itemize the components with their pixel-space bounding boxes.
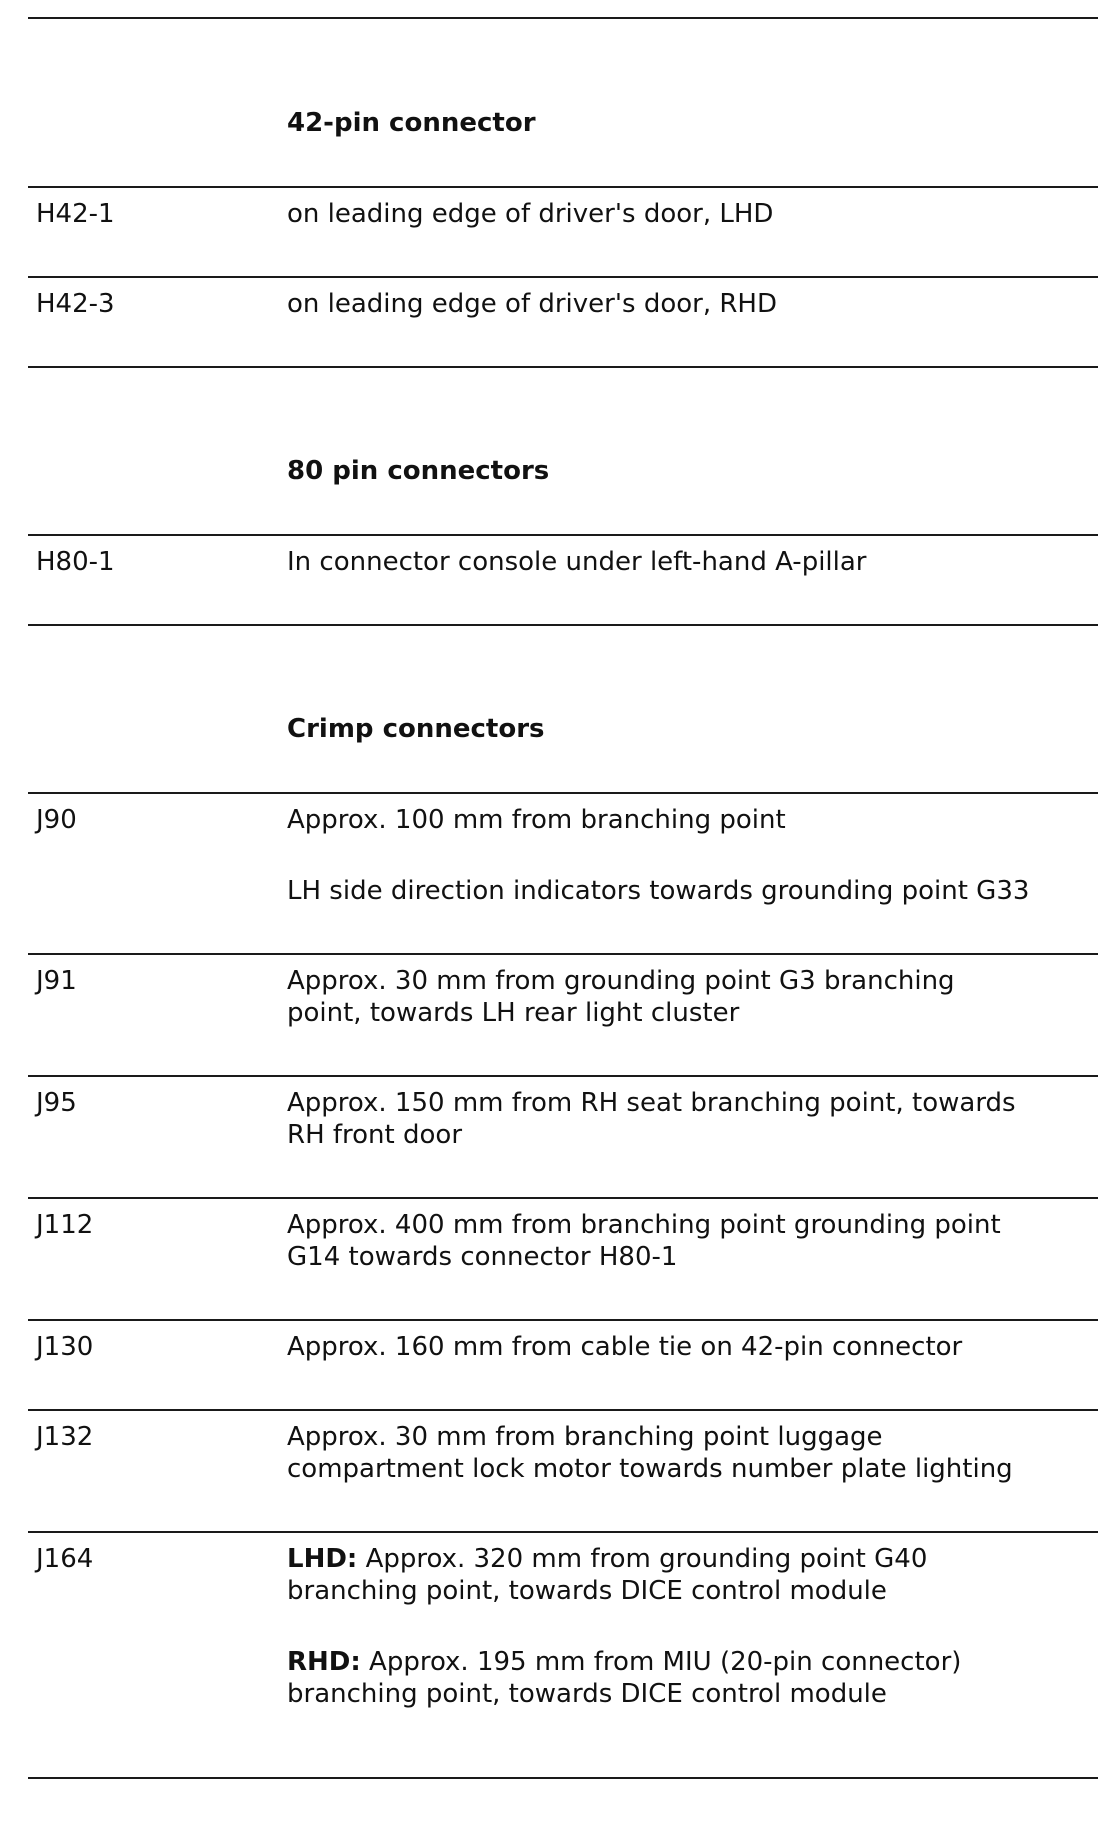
- rhd-label: RHD:: [287, 1647, 361, 1677]
- row-code-j164: J164: [36, 1544, 94, 1574]
- table-rule: [28, 366, 1098, 368]
- row-code-j132: J132: [36, 1422, 94, 1452]
- row-desc-j90-line2: LH side direction indicators towards grounding point G33: [287, 876, 1030, 906]
- table-rule: [28, 1319, 1098, 1321]
- row-desc-h42-3: on leading edge of driver's door, RHD: [287, 289, 777, 319]
- row-desc-h42-1: on leading edge of driver's door, LHD: [287, 199, 774, 229]
- table-rule: [28, 186, 1098, 188]
- row-desc-j95-line1: Approx. 150 mm from RH seat branching point, towards: [287, 1088, 1016, 1118]
- table-rule: [28, 1075, 1098, 1077]
- row-code-j91: J91: [36, 966, 77, 996]
- lhd-label: LHD:: [287, 1544, 358, 1574]
- row-desc-j95-line2: RH front door: [287, 1120, 463, 1150]
- row-code-h42-1: H42-1: [36, 199, 115, 229]
- row-desc-j164-lhd-line2: branching point, towards DICE control module: [287, 1576, 887, 1606]
- lhd-text: Approx. 320 mm from grounding point G40: [357, 1544, 928, 1574]
- table-rule: [28, 953, 1098, 955]
- row-desc-j164-lhd-line1: [287, 1543, 927, 1576]
- table-rule: [28, 624, 1098, 626]
- row-desc-j130: Approx. 160 mm from cable tie on 42-pin connector: [287, 1332, 963, 1362]
- row-code-j90: J90: [36, 805, 77, 835]
- table-rule: [28, 276, 1098, 278]
- table-rule: [28, 534, 1098, 536]
- table-rule: [28, 792, 1098, 794]
- row-desc-h80-1: In connector console under left-hand A-pillar: [287, 547, 867, 577]
- table-rule: [28, 1531, 1098, 1533]
- section-heading-80-pin: 80 pin connectors: [287, 456, 550, 486]
- row-desc-j91-line1: Approx. 30 mm from grounding point G3 branching: [287, 966, 955, 996]
- section-heading-42-pin: 42-pin connector: [287, 108, 536, 138]
- table-rule: [28, 17, 1098, 19]
- table-rule: [28, 1409, 1098, 1411]
- row-desc-j90-line1: Approx. 100 mm from branching point: [287, 805, 786, 835]
- rhd-text: Approx. 195 mm from MIU (20-pin connector): [360, 1647, 962, 1677]
- row-code-h80-1: H80-1: [36, 547, 115, 577]
- row-desc-j112-line1: Approx. 400 mm from branching point grounding point: [287, 1210, 1001, 1240]
- row-code-j130: J130: [36, 1332, 94, 1362]
- row-desc-j91-line2: point, towards LH rear light cluster: [287, 998, 740, 1028]
- row-desc-j164-rhd-line2: branching point, towards DICE control module: [287, 1679, 887, 1709]
- row-desc-j132-line1: Approx. 30 mm from branching point luggage: [287, 1422, 883, 1452]
- table-rule: [28, 1777, 1098, 1779]
- row-code-j95: J95: [36, 1088, 77, 1118]
- row-desc-j132-line2: compartment lock motor towards number plate lighting: [287, 1454, 1013, 1484]
- section-heading-crimp: Crimp connectors: [287, 714, 545, 744]
- row-code-h42-3: H42-3: [36, 289, 115, 319]
- row-code-j112: J112: [36, 1210, 94, 1240]
- table-rule: [28, 1197, 1098, 1199]
- row-desc-j112-line2: G14 towards connector H80-1: [287, 1242, 678, 1272]
- row-desc-j164-rhd-line1: [287, 1646, 961, 1679]
